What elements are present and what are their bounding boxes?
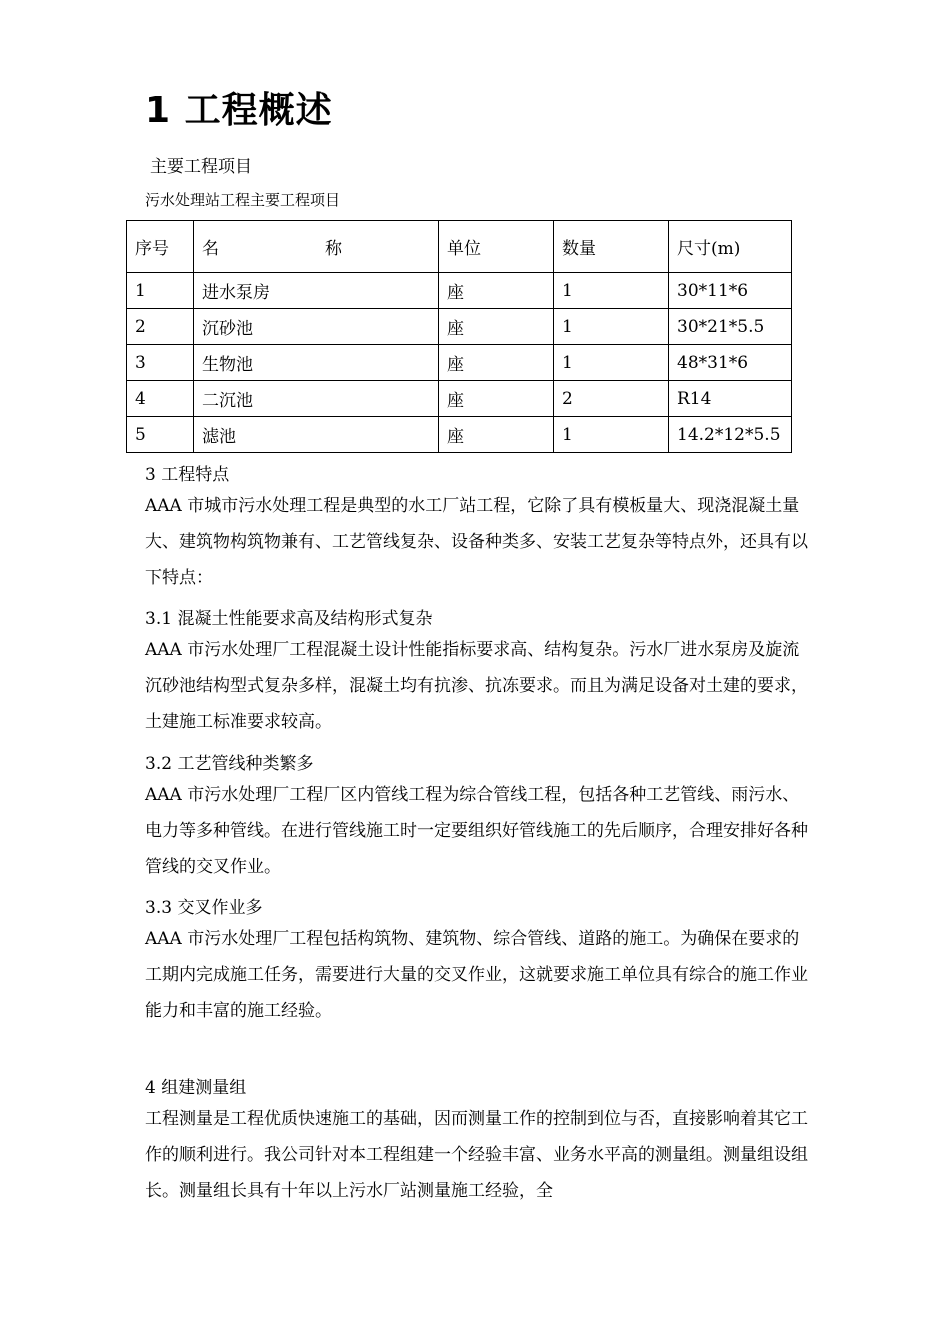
cell-name: 生物池: [194, 345, 439, 381]
section-3-3-title: 3.3 交叉作业多: [145, 898, 263, 918]
section-3-text: AAA 市城市污水处理工程是典型的水工厂站工程，它除了具有模板量大、现浇混凝土量大、建筑物构筑物兼有、工艺管线复杂、设备种类多、安装工艺复杂等特点外，还具有以下特点：: [145, 496, 808, 588]
cell-name: 滤池: [194, 417, 439, 453]
header-name: [194, 221, 439, 273]
table-row: [127, 417, 792, 453]
cell-size: 30*21*5.5: [669, 309, 792, 345]
cell-name: 二沉池: [194, 381, 439, 417]
page-title: 1 工程概述: [145, 90, 333, 131]
cell-no: 1: [127, 273, 194, 309]
cell-no: 4: [127, 381, 194, 417]
cell-qty: 2: [554, 381, 669, 417]
section-3-2-title: 3.2 工艺管线种类繁多: [145, 754, 314, 774]
cell-size: 14.2*12*5.5: [669, 417, 792, 453]
table-row: [127, 309, 792, 345]
cell-qty: 1: [554, 273, 669, 309]
header-name-right: 称: [325, 239, 342, 259]
cell-size: 48*31*6: [669, 345, 792, 381]
cell-qty: 1: [554, 309, 669, 345]
cell-unit: 座: [439, 309, 554, 345]
cell-no: 2: [127, 309, 194, 345]
header-qty: 数量: [554, 221, 669, 273]
cell-no: 3: [127, 345, 194, 381]
section-3-2-text: AAA 市污水处理厂工程厂区内管线工程为综合管线工程，包括各种工艺管线、雨污水、电力等多种管线。在进行管线施工时一定要组织好管线施工的先后顺序，合理安排好各种管线的交叉作业。: [145, 785, 808, 877]
cell-name: 沉砂池: [194, 309, 439, 345]
section-3-1-text: AAA 市污水处理厂工程混凝土设计性能指标要求高、结构复杂。污水厂进水泵房及旋流沉砂池结构型式复杂多样，混凝土均有抗渗、抗冻要求。而且为满足设备对土建的要求，土建施工标准要求较高。: [145, 640, 808, 732]
table-row: [127, 345, 792, 381]
cell-unit: 座: [439, 273, 554, 309]
cell-qty: 1: [554, 417, 669, 453]
header-name-left: 名: [202, 239, 219, 259]
cell-unit: 座: [439, 345, 554, 381]
cell-size: 30*11*6: [669, 273, 792, 309]
section-3-title: 3 工程特点: [145, 465, 230, 485]
table-caption: 污水处理站工程主要工程项目: [145, 191, 341, 209]
cell-unit: 座: [439, 381, 554, 417]
table-row: [127, 381, 792, 417]
header-size: 尺寸(m): [669, 221, 792, 273]
cell-size: R14: [669, 381, 792, 417]
header-no: 序号: [127, 221, 194, 273]
project-table: [126, 220, 792, 453]
cell-unit: 座: [439, 417, 554, 453]
table-row: [127, 273, 792, 309]
section-4-title: 4 组建测量组: [145, 1078, 247, 1098]
table-header-row: [127, 221, 792, 273]
cell-no: 5: [127, 417, 194, 453]
section-3-1-title: 3.1 混凝土性能要求高及结构形式复杂: [145, 609, 433, 629]
section-3-3-text: AAA 市污水处理厂工程包括构筑物、建筑物、综合管线、道路的施工。为确保在要求的工期内完成施工任务，需要进行大量的交叉作业，这就要求施工单位具有综合的施工作业能力和丰富的施工经验。: [145, 929, 808, 1021]
section-4-text: 工程测量是工程优质快速施工的基础，因而测量工作的控制到位与否，直接影响着其它工作的顺利进行。我公司针对本工程组建一个经验丰富、业务水平高的测量组。测量组设组长。测量组长具有十年以上污水厂站测量施工经验，全: [145, 1109, 808, 1201]
cell-name: 进水泵房: [194, 273, 439, 309]
cell-qty: 1: [554, 345, 669, 381]
header-unit: 单位: [439, 221, 554, 273]
subtitle: 主要工程项目: [150, 157, 252, 177]
